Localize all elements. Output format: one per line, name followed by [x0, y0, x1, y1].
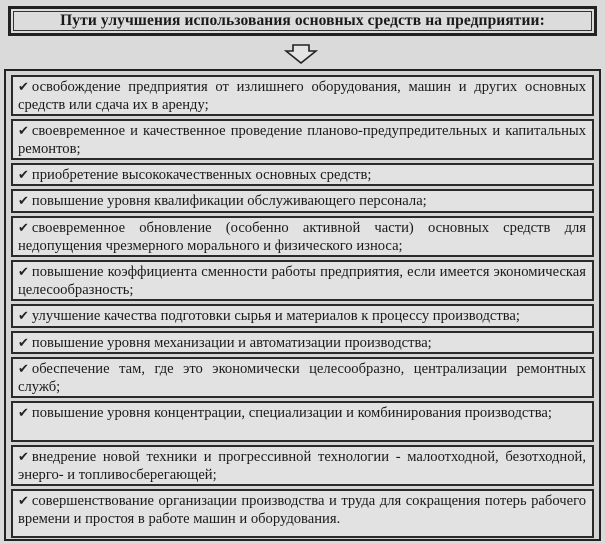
list-item	[11, 304, 594, 328]
list-item	[11, 216, 594, 257]
list-item	[11, 75, 594, 116]
checkmark-icon: ✔	[18, 362, 29, 377]
checkmark-icon: ✔	[18, 406, 29, 421]
list-item-text: внедрение новой техники и прогрессивной технологии - малоотходной, безотходной, энерго- и топливосберегающей;	[18, 449, 586, 483]
list-item-text: освобождение предприятия от излишнего оборудования, машин и других основных средств или сдача их в аренду;	[18, 79, 586, 113]
checkmark-icon: ✔	[18, 494, 29, 509]
list-item-text: своевременное обновление (особенно активной части) основных средств для недопущения чрезмерного морального и физического износа;	[18, 220, 586, 254]
list-item-text: своевременное и качественное проведение планово-предупредительных и капитальных ремонтов;	[18, 123, 586, 157]
list-item-text: совершенствование организации производства и труда для сокращения потерь рабочего времени и простоя в работе машин и оборудования.	[18, 493, 586, 527]
diagram-header	[8, 6, 597, 36]
list-item-text: повышение уровня концентрации, специализации и комбинирования производства;	[31, 405, 552, 421]
measures-list-frame	[4, 69, 601, 541]
list-item	[11, 331, 594, 354]
checkmark-icon: ✔	[18, 265, 29, 280]
checkmark-icon: ✔	[18, 221, 29, 236]
list-item-text: повышение уровня механизации и автоматизации производства;	[31, 335, 432, 351]
checkmark-icon: ✔	[18, 168, 29, 183]
header-title: Пути улучшения использования основных средств на предприятии:	[60, 12, 545, 29]
checkmark-icon: ✔	[18, 124, 29, 139]
list-item	[11, 189, 594, 213]
checkmark-icon: ✔	[18, 309, 29, 324]
list-item	[11, 119, 594, 160]
checkmark-icon: ✔	[18, 194, 29, 209]
list-item	[11, 163, 594, 186]
checkmark-icon: ✔	[18, 450, 29, 465]
checkmark-icon: ✔	[18, 336, 29, 351]
list-item	[11, 357, 594, 398]
list-item	[11, 401, 594, 442]
list-item-text: обеспечение там, где это экономически целесообразно, централизации ремонтных служб;	[18, 361, 586, 395]
list-item-text: повышение коэффициента сменности работы предприятия, если имеется экономическая целесообразность;	[18, 264, 586, 298]
list-item-text: улучшение качества подготовки сырья и материалов к процессу производства;	[31, 308, 520, 324]
list-item-text: повышение уровня квалификации обслуживающего персонала;	[31, 193, 427, 209]
list-item-text: приобретение высококачественных основных средств;	[31, 167, 372, 183]
down-arrow-icon	[284, 44, 318, 64]
list-item	[11, 260, 594, 301]
list-item	[11, 445, 594, 486]
checkmark-icon: ✔	[18, 80, 29, 95]
list-item	[11, 489, 594, 538]
